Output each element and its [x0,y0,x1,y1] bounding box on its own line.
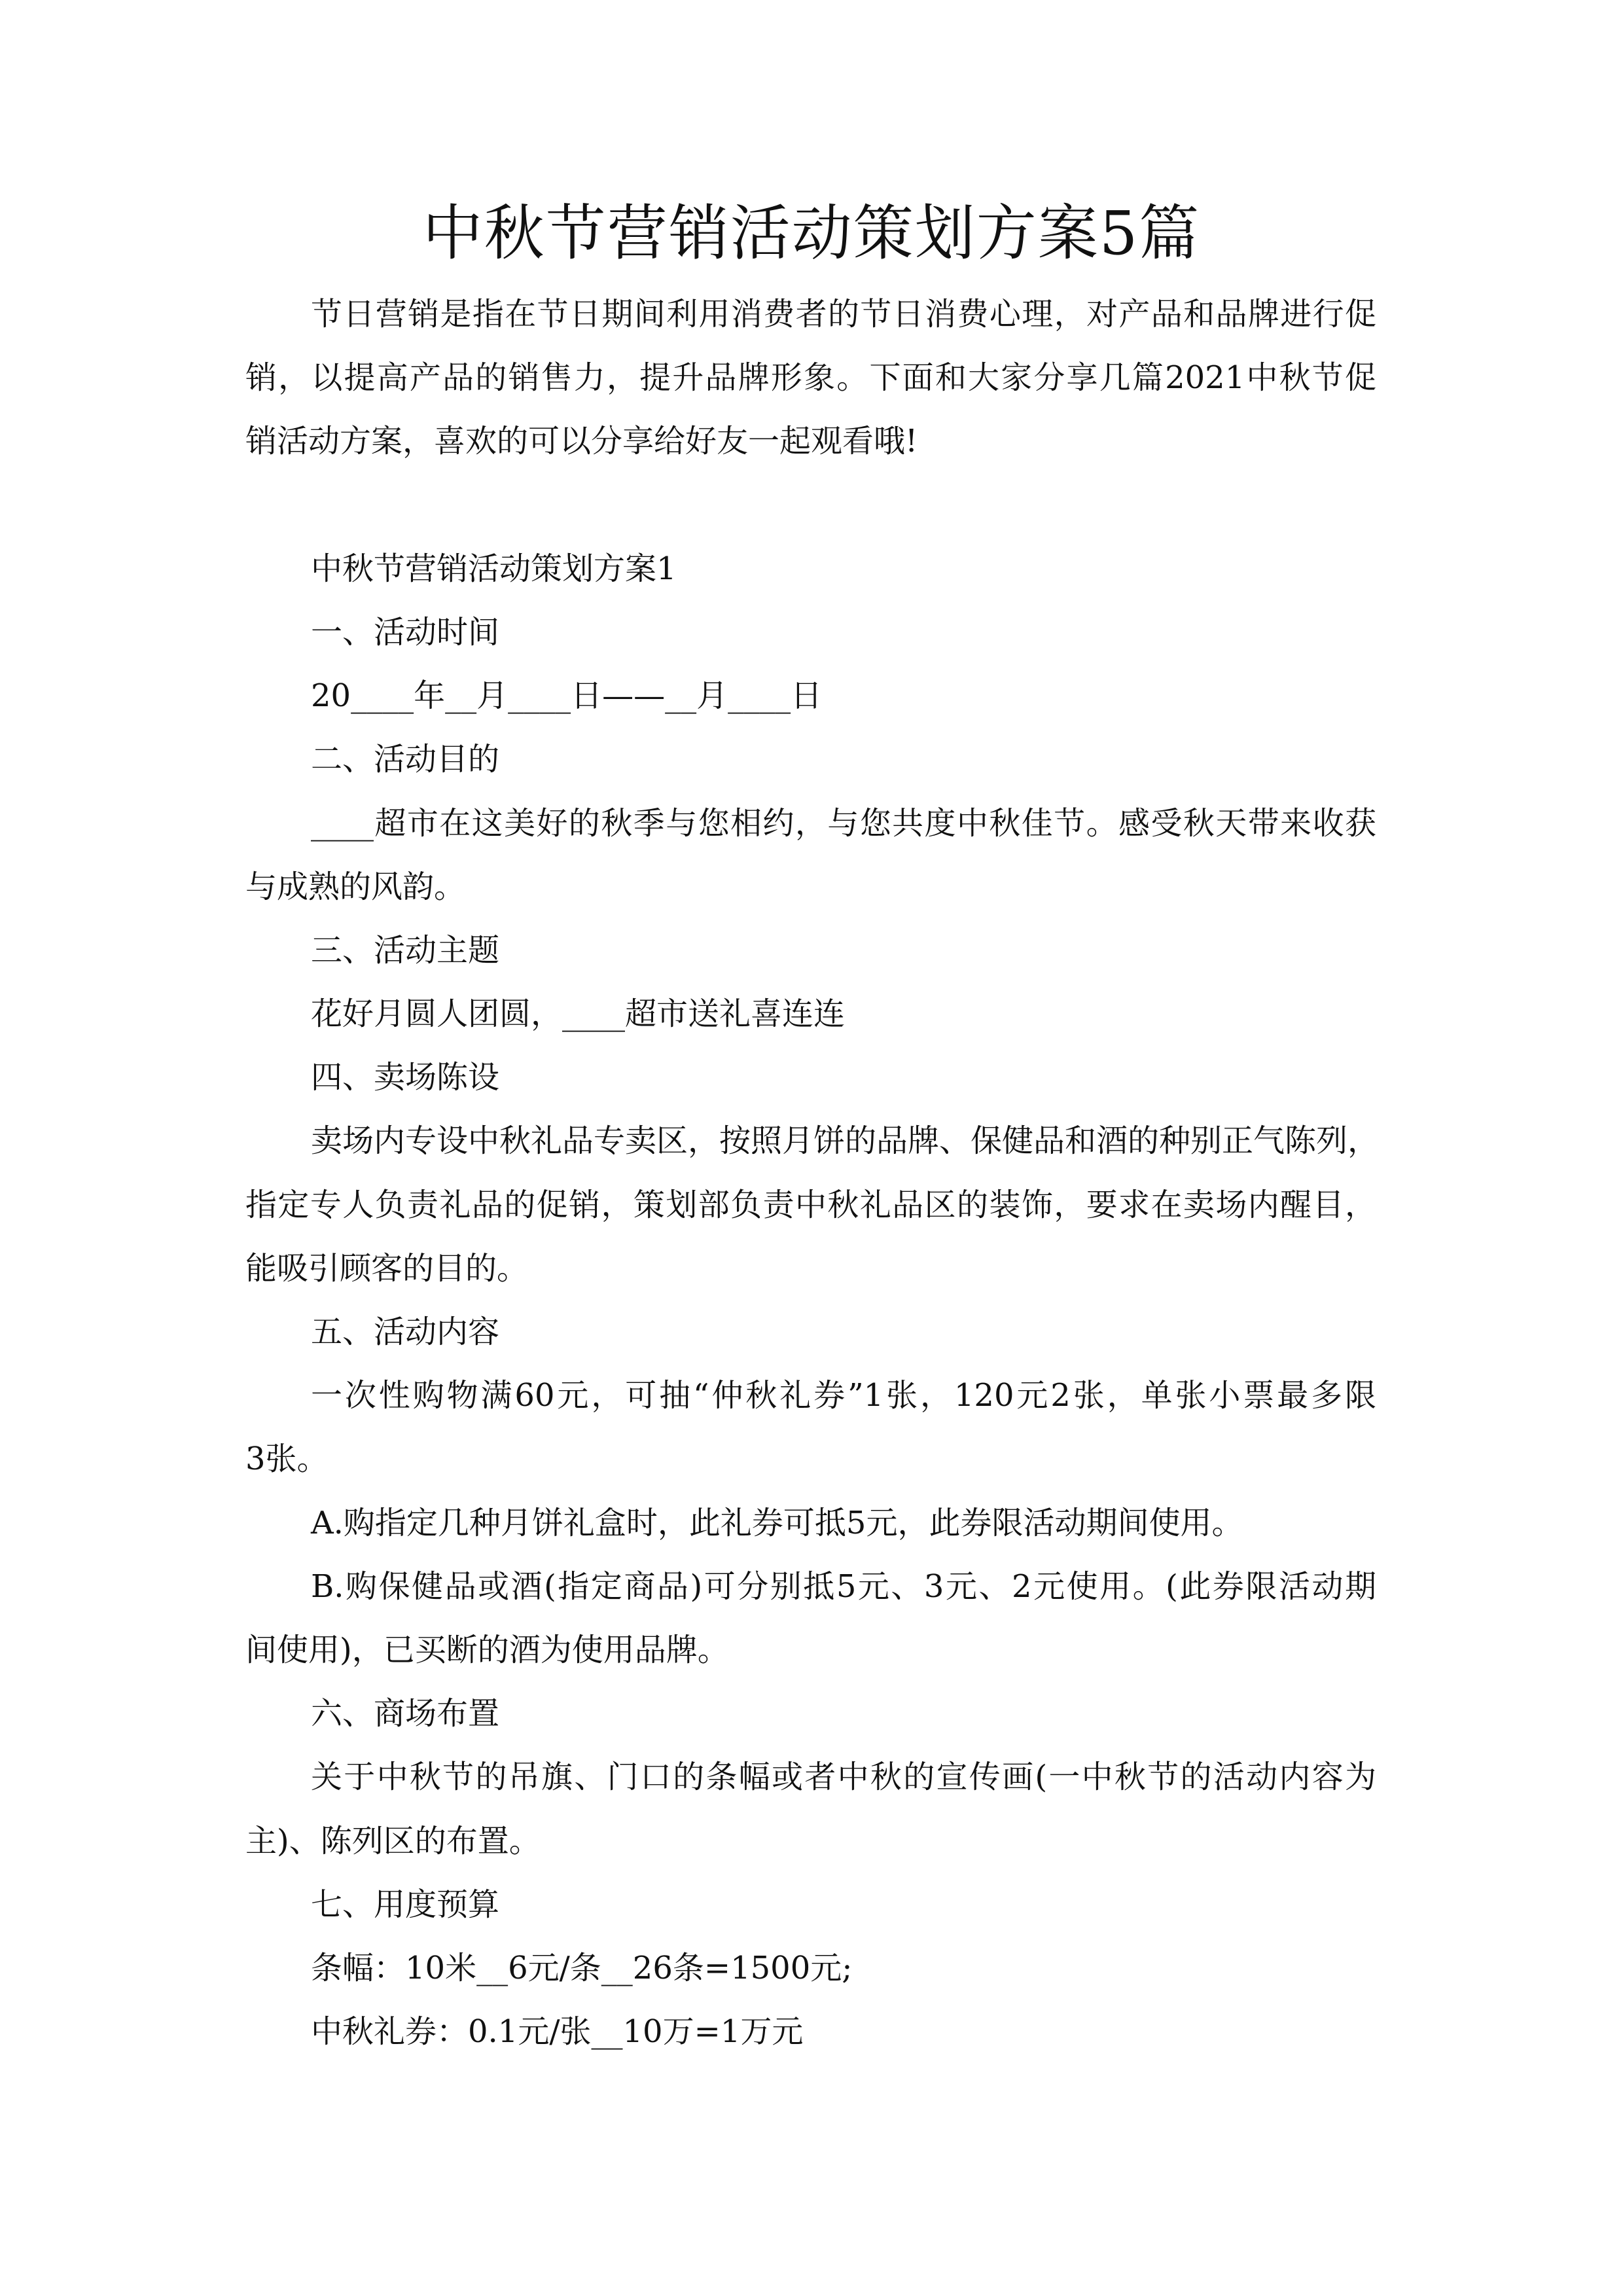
paragraph-line: 指定专人负责礼品的促销，策划部负责中秋礼品区的装饰，要求在卖场内醒目， [245,1186,1376,1223]
intro-line: 销，以提高产品的销售力，提升品牌形象。下面和大家分享几篇2021中秋节促 [245,359,1376,397]
paragraph-line: 关于中秋节的吊旗、门口的条幅或者中秋的宣传画(一中秋节的活动内容为 [311,1759,1376,1796]
heading-store-display: 四、卖场陈设 [311,1059,500,1096]
paragraph-line: 能吸引顾客的目的。 [245,1249,529,1287]
theme-text: 花好月圆人团圆，____超市送礼喜连连 [311,996,846,1033]
heading-mall-layout: 六、商场布置 [311,1695,500,1732]
document-body [245,283,1380,2064]
paragraph-line: 一次性购物满60元，可抽“仲秋礼券”1张，120元2张，单张小票最多限 [311,1377,1376,1414]
paragraph-line: 与成熟的风韵。 [245,868,466,905]
budget-item: 中秋礼券：0.1元/张__10万=1万元 [311,2013,804,2051]
paragraph-line: ____超市在这美好的秋季与您相约，与您共度中秋佳节。感受秋天带来收获 [311,804,1376,842]
paragraph-line: 卖场内专设中秋礼品专卖区，按照月饼的品牌、保健品和酒的种别正气陈列， [311,1122,1380,1160]
heading-activity-content: 五、活动内容 [311,1314,500,1350]
paragraph-line: A.购指定几种月饼礼盒时，此礼券可抵5元，此券限活动期间使用。 [311,1504,1243,1541]
heading-activity-theme: 三、活动主题 [311,931,500,969]
paragraph-line: B.购保健品或酒(指定商品)可分别抵5元、3元、2元使用。(此券限活动期 [311,1568,1376,1605]
intro-line: 销活动方案，喜欢的可以分享给好友一起观看哦! [245,423,918,460]
paragraph-line: 3张。 [245,1441,329,1478]
blank-line [245,474,1376,537]
paragraph-line: 间使用)，已买断的酒为使用品牌。 [245,1631,729,1668]
date-range: 20____年__月____日——__月____日 [311,677,823,715]
section-heading: 中秋节营销活动策划方案1 [311,550,677,587]
intro-line: 节日营销是指在节日期间利用消费者的节日消费心理，对产品和品牌进行促 [311,296,1376,332]
document-title: 中秋节营销活动策划方案5篇 [422,198,1201,268]
heading-activity-goal: 二、活动目的 [311,741,500,778]
heading-budget: 七、用度预算 [311,1886,500,1923]
paragraph-line: 主)、陈列区的布置。 [245,1822,541,1859]
budget-item: 条幅：10米__6元/条__26条=1500元; [311,1949,853,1986]
heading-activity-time: 一、活动时间 [311,613,500,651]
